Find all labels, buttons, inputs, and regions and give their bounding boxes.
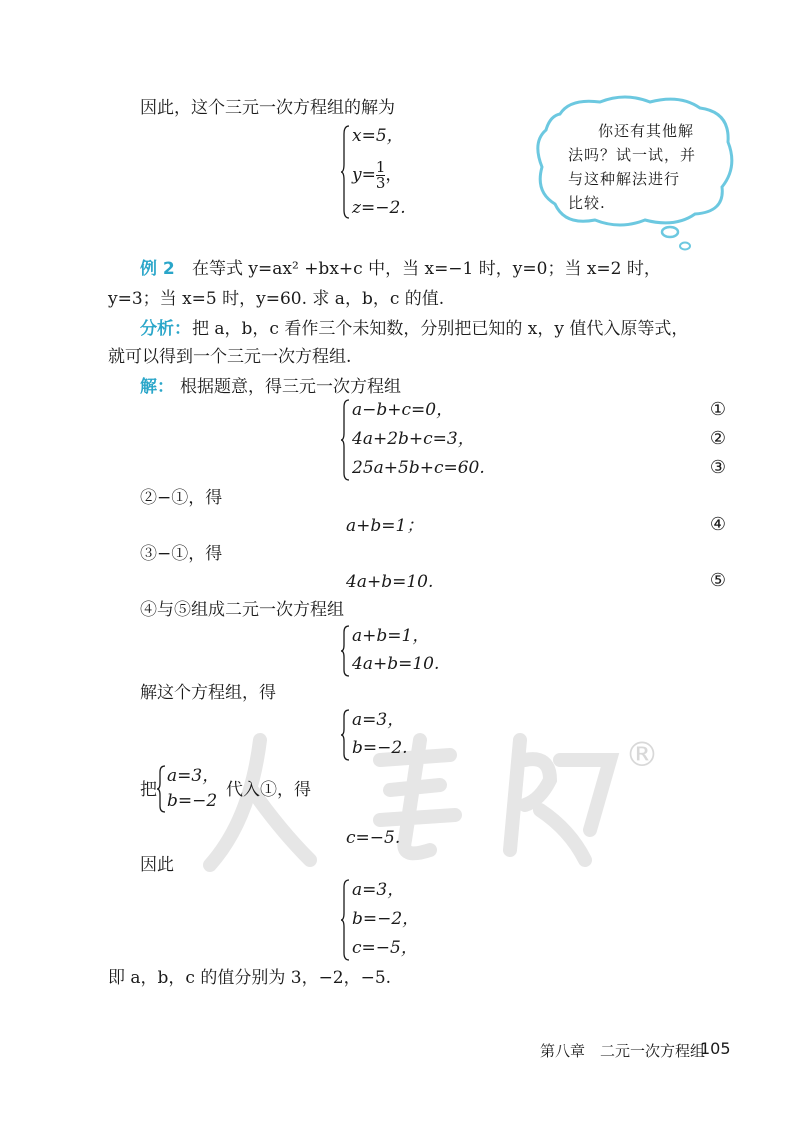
final-c: c=−5， bbox=[352, 938, 418, 958]
solution-intro: 根据题意，得三元一次方程组 bbox=[180, 377, 401, 397]
left-brace-icon bbox=[340, 708, 350, 762]
sol-y: y= $\frac{1}{3}$ ， bbox=[352, 158, 403, 192]
two-variable-system bbox=[340, 624, 480, 678]
step-subtract-3-1: ③−①，得 bbox=[140, 544, 223, 564]
left-brace-icon bbox=[340, 398, 350, 482]
example-text-line-2: y=3；当 x=5 时，y=60. 求 a，b，c 的值. bbox=[108, 289, 445, 309]
page-number: 105 bbox=[700, 1039, 731, 1058]
substitute-system bbox=[156, 764, 236, 814]
equation-1: a−b+c=0， bbox=[352, 400, 454, 420]
left-brace-icon bbox=[340, 124, 350, 220]
final-solution-system bbox=[340, 878, 460, 962]
analysis-text-line-2: 就可以得到一个三元一次方程组. bbox=[108, 347, 352, 367]
therefore-text: 因此 bbox=[140, 855, 174, 875]
substitute-suffix: 代入①，得 bbox=[226, 780, 311, 800]
substitute-prefix: 把 bbox=[140, 780, 157, 800]
equation-5: 4a+b=10. bbox=[346, 572, 434, 592]
equation-4: a+b=1； bbox=[346, 516, 424, 536]
example-text-line-1: 在等式 y=ax² +bx+c 中，当 x=−1 时，y=0；当 x=2 时， bbox=[192, 259, 661, 279]
left-brace-icon bbox=[340, 878, 350, 962]
a-value: a=3， bbox=[352, 710, 405, 730]
bubble-line-1: 你还有其他解 bbox=[598, 122, 695, 140]
analysis-label: 分析： bbox=[140, 319, 191, 339]
final-a: a=3， bbox=[352, 880, 405, 900]
equation-number-3: ③ bbox=[709, 457, 727, 478]
bubble-line-4: 比较. bbox=[568, 194, 606, 212]
equation-2var-1: a+b=1， bbox=[352, 626, 430, 646]
solution-system-1 bbox=[340, 124, 460, 220]
three-variable-system bbox=[340, 398, 540, 482]
solution-label: 解： bbox=[140, 377, 174, 397]
b-value: b=−2. bbox=[352, 738, 408, 758]
equation-number-4: ④ bbox=[709, 514, 727, 535]
example-label: 例 2 bbox=[140, 259, 175, 279]
step-solve-system: 解这个方程组，得 bbox=[140, 683, 276, 703]
bubble-line-3: 与这种解法进行 bbox=[568, 170, 681, 188]
equation-2: 4a+2b+c=3， bbox=[352, 429, 475, 449]
ab-solution-system bbox=[340, 708, 460, 762]
left-brace-icon bbox=[340, 624, 350, 678]
step-combine: ④与⑤组成二元一次方程组 bbox=[140, 600, 344, 620]
analysis-text-line-1: 把 a，b，c 看作三个未知数，分别把已知的 x，y 值代入原等式， bbox=[192, 319, 689, 339]
equation-2var-2: 4a+b=10. bbox=[352, 654, 440, 674]
fraction: $\frac{1}{3}$ bbox=[375, 158, 386, 192]
equation-number-1: ① bbox=[709, 399, 727, 420]
conclusion-text: 即 a，b，c 的值分别为 3，−2，−5. bbox=[108, 968, 392, 988]
equation-number-5: ⑤ bbox=[709, 570, 727, 591]
sol-z: z=−2. bbox=[352, 198, 406, 218]
c-result: c=−5. bbox=[346, 828, 401, 848]
sol-x: x=5， bbox=[352, 126, 404, 146]
left-brace-icon bbox=[156, 764, 166, 814]
equation-number-2: ② bbox=[709, 428, 727, 449]
registered-mark: ® bbox=[625, 735, 659, 775]
solution-intro-text: 因此，这个三元一次方程组的解为 bbox=[140, 98, 395, 118]
sub-b: b=−2 bbox=[167, 791, 218, 811]
step-subtract-2-1: ②−①，得 bbox=[140, 488, 223, 508]
equation-3: 25a+5b+c=60. bbox=[352, 458, 485, 478]
final-b: b=−2， bbox=[352, 909, 420, 929]
sub-a: a=3， bbox=[167, 766, 220, 786]
bubble-line-2: 法吗？试一试，并 bbox=[568, 146, 697, 164]
chapter-title: 第八章 二元一次方程组 bbox=[540, 1042, 706, 1060]
